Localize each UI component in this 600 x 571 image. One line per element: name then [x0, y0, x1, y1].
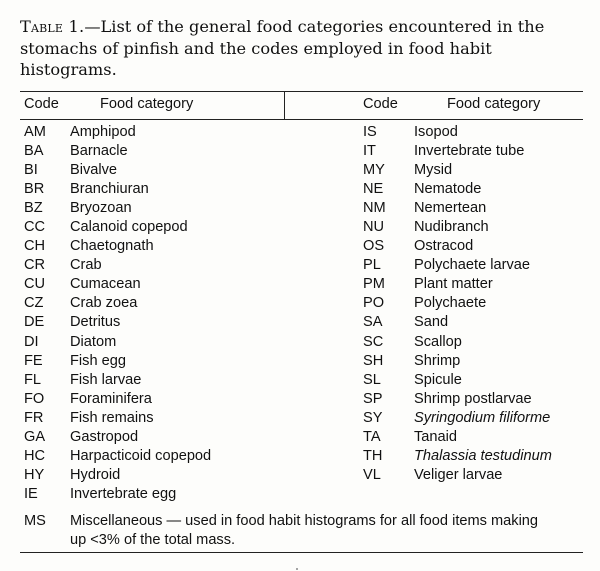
header-code-left: Code	[24, 96, 59, 112]
food-category: Fish remains	[70, 409, 154, 426]
table-row	[363, 371, 593, 390]
food-code: BI	[24, 162, 38, 179]
food-code: PL	[363, 257, 381, 274]
food-category: Invertebrate tube	[414, 143, 525, 160]
table-row	[363, 313, 593, 332]
table-row	[363, 352, 593, 371]
table-row	[363, 142, 593, 161]
food-category: Polychaete larvae	[414, 257, 531, 274]
table-row	[363, 256, 593, 275]
table-row	[24, 180, 284, 199]
table-row	[24, 256, 284, 275]
food-category: Gastropod	[70, 428, 139, 445]
food-code: GA	[24, 428, 46, 445]
food-code: NE	[363, 181, 384, 198]
food-code: HY	[24, 466, 45, 483]
table-row	[363, 180, 593, 199]
food-category: Nemertean	[414, 200, 487, 217]
table-row	[24, 123, 284, 142]
table-row	[363, 428, 593, 447]
food-code: BR	[24, 181, 45, 198]
food-category: Amphipod	[70, 124, 136, 140]
food-code: IT	[363, 143, 376, 160]
food-code: SC	[363, 333, 384, 350]
table-row	[24, 199, 284, 218]
food-category: Chaetognath	[70, 238, 154, 255]
food-category: Scallop	[414, 333, 462, 350]
table-caption	[20, 16, 586, 81]
food-category: Branchiuran	[70, 181, 149, 198]
food-category: Cumacean	[70, 276, 141, 293]
food-category: Crab zoea	[70, 295, 138, 312]
food-code: SH	[363, 352, 384, 369]
food-code: NM	[363, 200, 386, 217]
food-code: DE	[24, 314, 45, 331]
table-row	[363, 294, 593, 313]
table-row	[24, 352, 284, 371]
food-category: Crab	[70, 257, 102, 274]
food-code: IE	[24, 485, 38, 502]
food-code: SP	[363, 390, 383, 407]
food-code: OS	[363, 238, 385, 255]
misc-description-line-2: up <3% of the total mass.	[70, 532, 236, 548]
table-top-rule	[20, 91, 583, 92]
table-header-rule	[20, 119, 583, 120]
food-category: Shrimp	[414, 352, 461, 369]
food-code: CU	[24, 276, 46, 293]
food-category: Sand	[414, 314, 449, 331]
food-category: Foraminifera	[70, 390, 152, 407]
misc-description-line-1: Miscellaneous — used in food habit histograms for all food items making	[70, 513, 539, 529]
food-category: Plant matter	[414, 276, 493, 293]
food-code: BZ	[24, 200, 43, 217]
food-code: MY	[363, 162, 385, 179]
food-code: CH	[24, 238, 46, 255]
food-code: CR	[24, 257, 46, 274]
table-row	[363, 333, 593, 352]
table-row	[24, 161, 284, 180]
table-row	[24, 294, 284, 313]
table-row	[24, 333, 284, 352]
food-category: Tanaid	[414, 428, 458, 445]
food-category: Mysid	[414, 162, 453, 179]
table-row	[363, 447, 593, 466]
header-category-right: Food category	[447, 96, 541, 112]
food-code: IS	[363, 124, 377, 140]
food-code: SY	[363, 409, 383, 426]
table-caption-text: —List of the general food categories encountered in the stomachs of pinfish and the codes employed in food habit histograms.	[20, 17, 545, 79]
food-category: Isopod	[414, 124, 458, 140]
food-category: Bivalve	[70, 162, 118, 179]
food-category: Detritus	[70, 314, 121, 331]
food-code: CZ	[24, 295, 44, 312]
food-code: PO	[363, 295, 385, 312]
table-row	[24, 313, 284, 332]
food-code: FE	[24, 352, 43, 369]
food-code: SL	[363, 371, 381, 388]
table-row	[24, 275, 284, 294]
food-code: AM	[24, 124, 46, 140]
table-row	[24, 371, 284, 390]
food-category: Calanoid copepod	[70, 219, 188, 236]
table-label: Table 1.	[20, 17, 85, 36]
food-code: VL	[363, 466, 381, 483]
table-row	[24, 142, 284, 161]
food-category: Bryozoan	[70, 200, 132, 217]
food-code: SA	[363, 314, 383, 331]
misc-code: MS	[24, 513, 46, 529]
food-category: Polychaete	[414, 295, 487, 312]
table-row	[363, 237, 593, 256]
food-code: HC	[24, 447, 46, 464]
header-column-divider	[284, 92, 285, 119]
food-category: Invertebrate egg	[70, 485, 177, 502]
table-row	[24, 237, 284, 256]
food-code: NU	[363, 219, 385, 236]
scan-speck	[296, 568, 298, 570]
misc-description	[70, 512, 582, 550]
table-row	[24, 218, 284, 237]
food-category: Spicule	[414, 371, 462, 388]
header-category-left: Food category	[100, 96, 194, 112]
table-row	[24, 409, 284, 428]
food-code: BA	[24, 143, 44, 160]
food-category: Nudibranch	[414, 219, 489, 236]
food-category: Syringodium filiforme	[414, 409, 551, 426]
table-row	[363, 199, 593, 218]
header-code-right: Code	[363, 96, 398, 112]
table-row	[24, 428, 284, 447]
food-code: TA	[363, 428, 381, 445]
table-bottom-rule	[20, 552, 583, 553]
table-row	[363, 466, 593, 485]
table-row	[24, 466, 284, 485]
food-category: Ostracod	[414, 238, 474, 255]
table-row	[24, 485, 284, 504]
food-category: Fish egg	[70, 352, 126, 369]
right-column	[363, 123, 593, 485]
food-code: DI	[24, 333, 39, 350]
food-category: Diatom	[70, 333, 117, 350]
food-category: Harpacticoid copepod	[70, 447, 212, 464]
table-row	[363, 161, 593, 180]
table-row	[363, 123, 593, 142]
food-code: TH	[363, 447, 383, 464]
food-category: Thalassia testudinum	[414, 447, 552, 464]
food-code: FR	[24, 409, 44, 426]
table-row	[363, 275, 593, 294]
left-column	[24, 123, 284, 504]
food-code: CC	[24, 219, 46, 236]
food-code: PM	[363, 276, 385, 293]
table-row	[363, 390, 593, 409]
food-category: Veliger larvae	[414, 466, 503, 483]
table-row	[24, 447, 284, 466]
table-row	[363, 409, 593, 428]
table-row	[24, 390, 284, 409]
food-code: FL	[24, 371, 42, 388]
food-category: Barnacle	[70, 143, 128, 160]
food-category: Hydroid	[70, 466, 121, 483]
food-code: FO	[24, 390, 45, 407]
table-row	[363, 218, 593, 237]
food-category: Fish larvae	[70, 371, 142, 388]
food-category: Shrimp postlarvae	[414, 390, 532, 407]
food-category: Nematode	[414, 181, 482, 198]
